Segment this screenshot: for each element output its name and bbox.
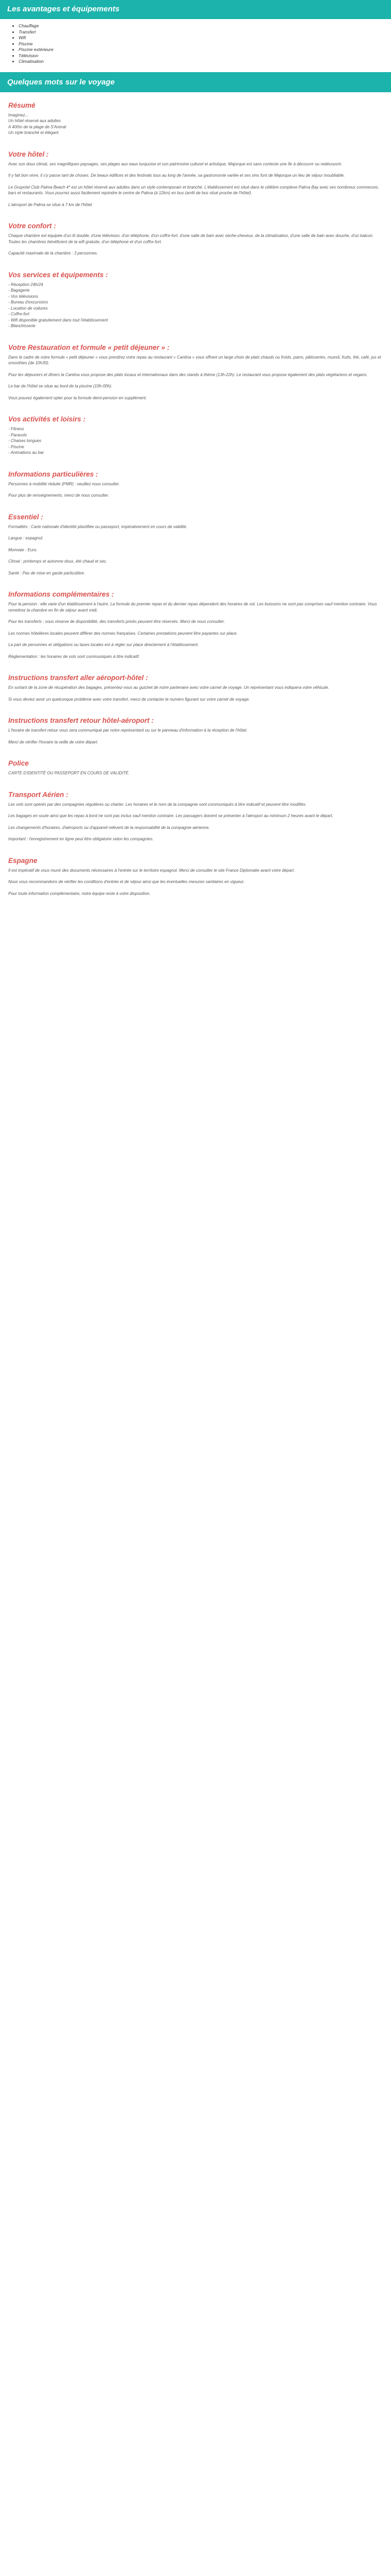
section-paragraph: CARTE D'IDENTITÉ OU PASSEPORT EN COURS DE VALIDITÉ. <box>8 771 129 775</box>
amenity-item: • Piscine <box>19 41 391 47</box>
section-title: Vos activités et loisirs : <box>8 415 86 423</box>
section-title: Votre confort : <box>8 222 56 230</box>
section-paragraph: Santé : Pas de mise en garde particulière. <box>8 570 85 575</box>
section-title: Votre hôtel : <box>8 150 49 158</box>
section-title: Essentiel : <box>8 513 43 521</box>
section-paragraph: Pour toute information complémentaire, notre équipe reste à votre disposition. <box>8 891 151 896</box>
section-title: Résumé <box>8 101 36 109</box>
section-paragraph: Capacité maximale de la chambre : 3 personnes. <box>8 251 98 256</box>
section-paragraph: Les changements d'horaires, d'aéroports ou d'appareil relèvent de la responsabilité de la compagnie aérienne. <box>8 825 210 830</box>
section-title: Informations complémentaires : <box>8 590 114 598</box>
section-paragraph: Le Grupotel Club Palma Beach 4* est un hôtel réservé aux adultes dans un style contemporain et branché. L'établissement est situé dans le célèbre complexe Palma Bay avec ses nombreux commerces, bars et restaurants. Vous pourrez aussi facilement rejoindre le centre de Palma (à 12km) en bus (arrêt de bus situé proche de l'hôtel). <box>8 184 379 195</box>
section-paragraph: Vous pouvez également opter pour la formule demi-pension en supplément. <box>8 395 147 400</box>
section-paragraph: - Fitness - Paravols - Chaises longues - Piscine - Animations au bar <box>8 427 44 455</box>
section-paragraph: Personnes à mobilité réduite (PMR) : veuillez nous consulter. <box>8 481 120 486</box>
trip-content <box>0 101 391 903</box>
section-title: Espagne <box>8 856 38 865</box>
section-paragraph: L'aéroport de Palma se situe à 7 km de l'hôtel. <box>8 202 93 207</box>
section-paragraph: Merci de vérifier l'horaire la veille de votre départ. <box>8 739 99 744</box>
section-paragraph: Monnaie : Euro. <box>8 547 38 552</box>
section-paragraph: Langue : espagnol. <box>8 536 44 540</box>
section-paragraph: Pour plus de renseignements, merci de nous consulter. <box>8 493 109 498</box>
section-paragraph: Important : l'enregistrement en ligne peut être obligatoire selon les compagnies. <box>8 837 154 841</box>
amenity-item: • Climatisation <box>19 59 391 65</box>
amenity-item: • Transfert <box>19 29 391 36</box>
section-title: Instructions transfert aller aéroport-hôtel : <box>8 674 148 682</box>
section-paragraph: - Réception 24h/24 - Bagagerie - Vos télévisions - Bureau d'excursions - Location de voitures - Coffre-fort - Wifi disponible gratuitement dans tout l'établissement - Blanchisserie <box>8 282 108 328</box>
section-paragraph: Chaque chambre est équipée d'un lit double, d'une télévision, d'un téléphone, d'un coffre-fort, d'une salle de bain avec sèche-cheveux, de la climatisation, d'une salle de bain avec douche, d'un balcon. Toutes les chambres bénéficient de la wifi gratuite, d'un téléphone et d'un coffre-fort. <box>8 233 374 244</box>
section-paragraph: Les normes hôtelières locales peuvent différer des normes françaises. Certaines prestations peuvent être payantes sur place. <box>8 631 238 636</box>
section-paragraph: Pour les transferts : sous réserve de disponibilité, des transferts privés peuvent être réservés. Merci de nous consulter. <box>8 619 225 624</box>
trip-title: Quelques mots sur le voyage <box>0 72 391 92</box>
section-paragraph: Avec son doux climat, ses magnifiques paysages, ses plages aux eaux turquoise et son patrimoine culturel et artistique, Majorque est sans conteste une île à découvrir ou redécouvrir. <box>8 161 343 166</box>
section-paragraph: Formalités : Carte nationale d'identité plastifiée ou passeport, impérativement en cours de validité. <box>8 524 188 529</box>
section-paragraph: Pour la pension : elle varie d'un établissement à l'autre. La formule du premier repas et du dernier repas dépendent des horaires de vol. Les boissons ne sont pas comprises sauf mention contraire. Vous remettrez la chambre en fin de séjour avant midi. <box>8 602 377 613</box>
section-paragraph: Il est impératif de vous munir des documents nécessaires à l'entrée sur le territoire espagnol. Merci de consulter le site France Diplomatie avant votre départ. <box>8 868 295 873</box>
section-title: Instructions transfert retour hôtel-aéroport : <box>8 717 154 724</box>
amenity-item: • Chauffage <box>19 23 391 29</box>
amenity-item: • Wifi <box>19 35 391 41</box>
section-paragraph: Règlementation : les horaires de vols sont communiqués à titre indicatif. <box>8 654 140 659</box>
section-paragraph: Pour les déjeuners et dîners la Cantina vous propose des plats locaux et internationaux dans des stands à thème (13h-22h). Le restaurant vous propose également des plats végétariens et vegans. <box>8 372 368 377</box>
section-paragraph: Les bagages en soute ainsi que les repas à bord ne sont pas inclus sauf mention contraire. Les passagers doivent se présenter à l'aéroport au minimum 2 heures avant le départ. <box>8 814 333 818</box>
amenities-list <box>0 19 391 72</box>
section-paragraph: La part de personnes et obligations ou taxes locales est à régler sur place directement à l'établissement. <box>8 642 199 647</box>
section-paragraph: Climat : printemps et automne doux, été chaud et sec. <box>8 559 107 564</box>
amenity-item: • Piscine extérieure <box>19 47 391 53</box>
section-paragraph: Les vols sont opérés par des compagnies régulières ou charter. Les horaires et le nom de la compagnie sont communiqués à titre indicatif et peuvent être modifiés. <box>8 802 307 807</box>
section-paragraph: Le bar de l'hôtel se situe au bord de la piscine (10h-00h). <box>8 384 112 388</box>
section-title: Police <box>8 759 29 767</box>
section-paragraph: L'horaire de transfert retour vous sera communiqué par notre représentant ou sur le panneau d'information à la réception de l'hôtel. <box>8 728 248 733</box>
section-paragraph: Si vous deviez avoir un quelconque problème avec votre transfert, merci de contacter le numéro figurant sur votre carnet de voyage. <box>8 697 250 702</box>
section-title: Votre Restauration et formule « petit déjeuner » : <box>8 343 170 351</box>
section-paragraph: Il y fait bon vivre, il s'y passe tant de choses. De beaux édifices et des festivals tous au long de l'année, sa gastronomie variée et ses vins font de Majorque un lieu de séjour inoubliable. <box>8 173 345 178</box>
section-title: Vos services et équipements : <box>8 270 108 279</box>
section-paragraph: Dans le cadre de votre formule « petit déjeuner » vous prendrez votre repas au restaurant « Cantina » vous offrant un large choix de plats chauds ou froids, pains, pâtisseries, muesli, fruits, thé, café, jus et smoothies (de 10h30). <box>8 354 381 365</box>
amenities-title: Les avantages et équipements <box>0 0 391 19</box>
section-paragraph: Imaginez... Un hôtel réservé aux adultes A 400m de la plage de S'Arenal Un style branché et élégant <box>8 112 66 135</box>
section-paragraph: Nous vous recommandons de vérifier les conditions d'entrée et de séjour ainsi que les éventuelles mesures sanitaires en vigueur. <box>8 879 245 884</box>
section-title: Transport Aérien : <box>8 790 69 799</box>
amenity-item: • Télévision <box>19 53 391 59</box>
section-title: Informations particulières : <box>8 470 99 478</box>
section-paragraph: En sortant de la zone de récupération des bagages, présentez-vous au guichet de notre partenaire avec votre carnet de voyage. Un représentant vous indiquera votre véhicule. <box>8 685 330 690</box>
